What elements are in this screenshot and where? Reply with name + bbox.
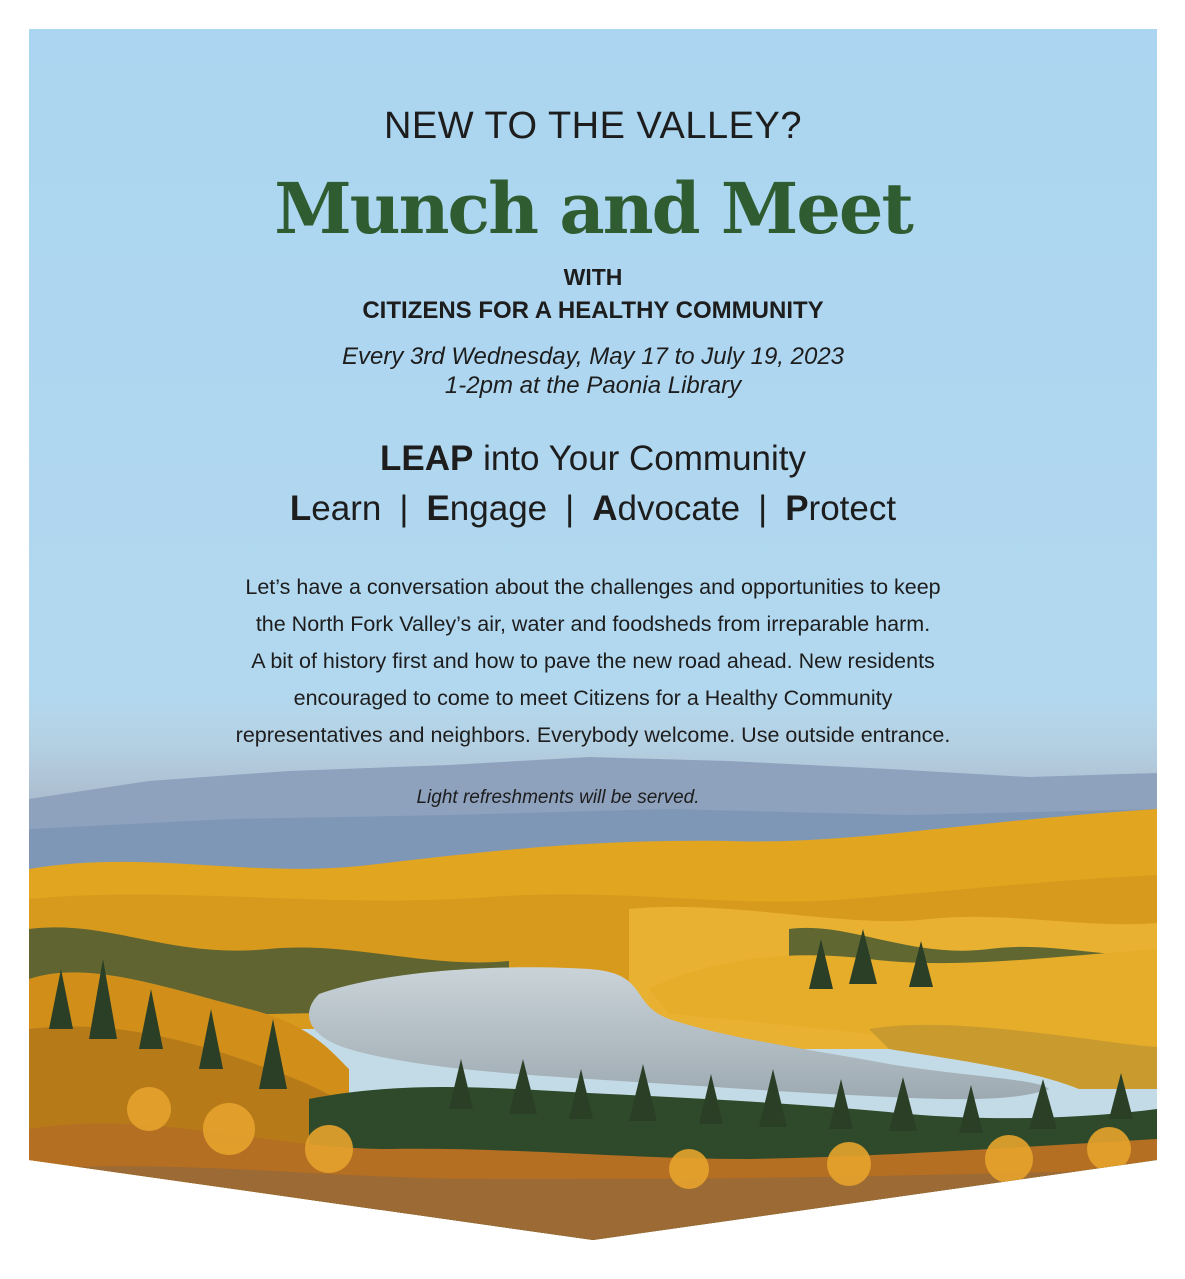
leap-acronym: LEAP bbox=[379, 439, 474, 478]
leap-words bbox=[29, 489, 1157, 529]
leap-word-advocate-initial: A bbox=[592, 489, 618, 528]
leap-word-learn-rest: earn bbox=[311, 489, 382, 528]
leap-separator: | bbox=[399, 489, 409, 528]
leap-separator: | bbox=[565, 489, 575, 528]
refreshments-note: Light refreshments will be served. bbox=[416, 787, 700, 808]
event-description bbox=[29, 569, 1157, 754]
organization-name: CITIZENS FOR A HEALTHY COMMUNITY bbox=[362, 297, 824, 324]
description-line: Let’s have a conversation about the challenges and opportunities to keep bbox=[245, 575, 941, 599]
leap-tagline bbox=[29, 439, 1157, 479]
event-flyer bbox=[29, 29, 1157, 1240]
leap-word-engage-rest: ngage bbox=[449, 489, 548, 528]
leap-word-protect-rest: rotect bbox=[808, 489, 897, 528]
leap-word-engage-initial: E bbox=[426, 489, 450, 528]
event-dates: Every 3rd Wednesday, May 17 to July 19, 2023 bbox=[341, 343, 845, 370]
leap-word-learn-initial: L bbox=[289, 489, 312, 528]
event-time-place: 1-2pm at the Paonia Library bbox=[444, 372, 742, 399]
leap-word-advocate-rest: dvocate bbox=[617, 489, 741, 528]
description-line: the North Fork Valley’s air, water and foodsheds from irreparable harm. bbox=[255, 612, 931, 636]
leap-word-protect-initial: P bbox=[785, 489, 809, 528]
with-label: WITH bbox=[563, 264, 623, 290]
event-title: Munch and Meet bbox=[274, 167, 912, 250]
description-line: representatives and neighbors. Everybody welcome. Use outside entrance. bbox=[235, 723, 951, 747]
leap-tagline-rest: into Your Community bbox=[473, 439, 807, 478]
description-line: A bit of history first and how to pave the new road ahead. New residents bbox=[251, 649, 935, 673]
kicker-heading: NEW TO THE VALLEY? bbox=[383, 105, 802, 147]
leap-separator: | bbox=[758, 489, 768, 528]
description-line: encouraged to come to meet Citizens for a Healthy Community bbox=[293, 686, 893, 710]
